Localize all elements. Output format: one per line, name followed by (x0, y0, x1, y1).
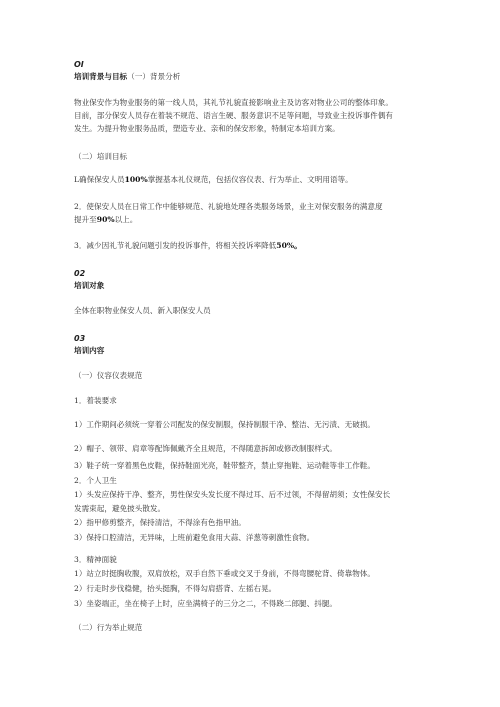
paragraph-line: 物业保安作为物业服务的第一线人员，其礼节礼貌直接影响业主及访客对物业公司的整体印象。 (74, 98, 393, 107)
list-item: 3）坐姿端正，坐在椅子上时，应坐满椅子的三分之二，不得跷二郎腿、抖腿。 (74, 599, 338, 608)
subsection-label-background: （一）背景分析 (127, 72, 181, 81)
goal-text: L确保保安人员 (74, 175, 125, 184)
paragraph-line: 发生。为提升物业服务品质，塑造专业、亲和的保安形象，特制定本培训方案。 (74, 124, 340, 133)
goal-text: 3．减少因礼节礼貌问题引发的投诉事件，将相关投诉率降低 (74, 241, 277, 250)
section-number-2: 02 (74, 269, 86, 278)
paragraph-line: 目前，部分保安人员存在着装不规范、语言生硬、服务意识不足等问题，导致业主投诉事件偶有 (74, 111, 393, 120)
section-heading-2: 培训对象 (74, 281, 105, 290)
goal-item-3 (74, 240, 440, 251)
section-number-1: OI (74, 60, 84, 69)
list-item: 1）站立时挺胸收腹，双肩放松，双手自然下垂或交叉于身前，不得弯腰驼背、倚靠物体。 (74, 569, 375, 578)
section-heading-3: 培训内容 (74, 346, 105, 355)
list-item: 2）行走时步伐稳健，抬头挺胸，不得勾肩搭背、左摇右晃。 (74, 584, 277, 593)
item-title-hygiene: 2．个人卫生 (74, 476, 117, 485)
list-item: 3）鞋子统一穿着黑色皮鞋，保持鞋面光亮，鞋带整齐，禁止穿拖鞋、运动鞋等非工作鞋。 (74, 461, 375, 470)
goal-percent: 50%。 (276, 241, 302, 250)
list-item: 1）工作期间必须统一穿着公司配发的保安制服，保持制服干净、整洁、无污渍、无破损。 (74, 420, 375, 429)
goal-item-2-line1: 2．使保安人员在日常工作中能够规范、礼貌地处理各类服务场景，业主对保安服务的满意度 (74, 202, 383, 211)
subsection-label-behavior: （二）行为举止规范 (74, 623, 143, 632)
section-heading-1 (74, 71, 440, 82)
item-title-spirit: 3．精神面貌 (74, 555, 117, 564)
section-heading-text: 培训背景与目标 (74, 72, 128, 81)
section-2-text: 全体在职物业保安人员、新入职保安人员 (74, 306, 211, 315)
subsection-label-goals: （二）培训目标 (74, 152, 128, 161)
goal-item-1 (74, 174, 440, 185)
goal-item-2-line2 (74, 214, 440, 225)
section-number-3: 03 (74, 334, 86, 343)
goal-percent: 100% (124, 175, 148, 184)
goal-text: 掌握基本礼仪规范，包括仪容仪表、行为举止、文明用语等。 (147, 175, 353, 184)
list-item-continued: 发需束起，避免披头散发。 (74, 504, 166, 513)
list-item: 2）指甲修剪整齐，保持清洁，不得涂有色指甲油。 (74, 518, 246, 527)
item-title-dress: 1．着装要求 (74, 396, 117, 405)
goal-text: 提升至 (74, 215, 97, 224)
list-item: 1）头发应保持干净、整齐，男性保安头发长度不得过耳、后不过领，不得留胡须；女性保安长 (74, 490, 391, 499)
list-item: 2）帽子、领带、肩章等配饰佩戴齐全且规范，不得随意拆卸或修改制服样式。 (74, 444, 338, 453)
goal-text: 以上。 (114, 215, 138, 224)
subsection-label-appearance: （一）仪容仪表规范 (74, 371, 143, 380)
list-item: 3）保持口腔清洁，无异味，上班前避免食用大蒜、洋葱等刺激性食物。 (74, 533, 315, 542)
goal-percent: 90% (96, 215, 115, 224)
